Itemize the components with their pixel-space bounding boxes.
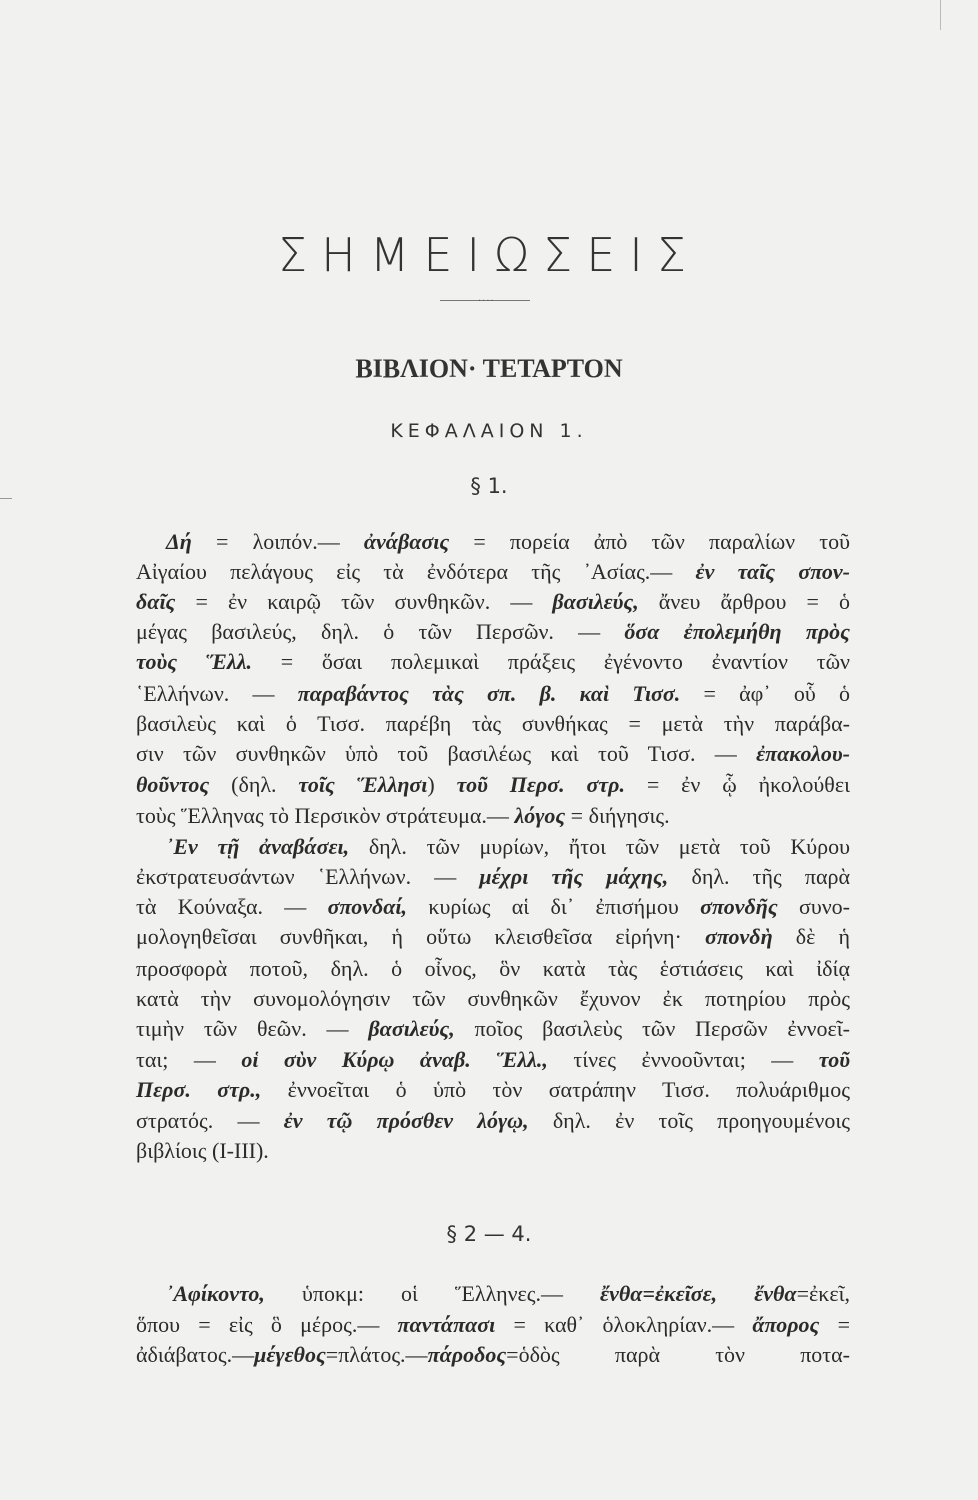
gloss: σιν τῶν συνθηκῶν ὑπὸ τοῦ βασιλέως καὶ τοῦ Τισσ. — (136, 741, 757, 766)
gloss: μολογηθεῖσαι συνθῆκαι, ἡ οὕτω κλεισθεῖσα εἰρήνη· (136, 924, 705, 949)
text-line (136, 955, 850, 983)
gloss: δὲ ἡ (772, 924, 851, 949)
gloss: προσφορὰ ποτοῦ, δηλ. ὁ οἶνος, ὃν κατὰ τὰς ἑστιάσεις καὶ ἰδίᾳ (136, 956, 850, 981)
keyword: τοῦ (818, 1047, 850, 1072)
gloss: δηλ. τῶν μυρίων, ἤτοι τῶν μετὰ τοῦ Κύρου (349, 834, 850, 859)
text-line (136, 558, 850, 586)
gloss: ῾Ελλήνων. — (136, 681, 298, 706)
keyword: τοὺς Ἕλλ. (136, 649, 252, 674)
margin-mark (0, 498, 12, 499)
text-line (166, 1280, 850, 1308)
gloss: ) (427, 772, 457, 797)
text-line (136, 588, 850, 616)
gloss: Αἰγαίου πελάγους εἰς τὰ ἐνδότερα τῆς ᾿Ασίας.— (136, 559, 696, 584)
keyword: Περσ. στρ., (136, 1077, 262, 1102)
gloss: = (819, 1312, 850, 1337)
gloss: συνο- (777, 894, 851, 919)
gloss: = ἐν ᾧ ἠκολούθει (624, 772, 851, 797)
gloss: = διήγησις. (565, 803, 670, 828)
keyword: μέχρι τῆς μάχης, (479, 864, 669, 889)
text-line (136, 771, 850, 799)
gloss: =ὁδὸς παρὰ τὸν ποτα- (506, 1342, 850, 1367)
keyword: θοῦντος (136, 772, 210, 797)
gloss: (δηλ. (209, 772, 299, 797)
gloss: δηλ. τῆς παρὰ (668, 864, 851, 889)
keyword: ἄπορος (752, 1312, 820, 1337)
gloss: κατὰ τὴν συνομολόγησιν τῶν συνθηκῶν ἔχυνον ἐκ ποτηρίου πρὸς (136, 986, 850, 1011)
text-line (136, 1311, 850, 1339)
gloss: = ἐν καιρῷ τῶν συνθηκῶν. — (175, 589, 553, 614)
keyword: σπονδῆς (700, 894, 778, 919)
section-heading-2: § 2 — 4. (446, 1222, 532, 1246)
gloss: ὅπου = εἰς ὃ μέρος.— (136, 1312, 398, 1337)
gloss: μέγας βασιλεύς, δηλ. ὁ τῶν Περσῶν. — (136, 619, 625, 644)
keyword: λόγος (514, 803, 566, 828)
text-line (136, 802, 850, 830)
text-line (136, 1046, 850, 1074)
keyword: βασιλεύς, (368, 1016, 455, 1041)
keyword: μέγεθος (254, 1342, 326, 1367)
gloss: ἄνευ ἄρθρου = ὁ (638, 589, 850, 614)
text-line (136, 863, 850, 891)
gloss: τοὺς Ἕλληνας τὸ Περσικὸν στράτευμα.— (136, 803, 515, 828)
keyword: δαῖς (136, 589, 176, 614)
gloss: βιβλίοις (I-III). (136, 1138, 269, 1163)
gloss: ποῖος βασιλεὺς τῶν Περσῶν ἐννοεῖ- (454, 1016, 850, 1041)
keyword: πάροδος (427, 1342, 507, 1367)
keyword: ἐν ταῖς σπον- (695, 559, 850, 584)
gloss: δηλ. ἐν τοῖς προηγουμένοις (528, 1108, 851, 1133)
gloss: = ἀφ᾿ οὗ ὁ (680, 681, 850, 706)
gloss: κυρίως αἱ δι᾿ ἐπισήμου (407, 894, 701, 919)
gloss: =πλάτος.— (325, 1342, 428, 1367)
section-heading-1: § 1. (470, 474, 508, 498)
keyword: Δή (166, 529, 192, 554)
text-line (136, 893, 850, 921)
text-line (136, 710, 850, 738)
text-line (136, 1137, 850, 1165)
gloss: = ὅσαι πολεμικαὶ πράξεις ἐγένοντο ἐναντίον τῶν (251, 649, 851, 674)
gloss: ἐννοεῖται ὁ ὑπὸ τὸν σατράπην Τισσ. πολυάριθμος (261, 1077, 850, 1102)
gloss: ἀδιάβατος.— (136, 1342, 255, 1367)
gloss: ὑποκμ: οἱ Ἕλληνες.— (264, 1281, 601, 1306)
keyword: βασιλεύς, (552, 589, 639, 614)
text-line (136, 1341, 850, 1369)
text-line (136, 740, 850, 768)
gloss: τίνες ἐννοοῦνται; — (547, 1047, 819, 1072)
gloss: = πορεία ἀπὸ τῶν παραλίων τοῦ (449, 529, 850, 554)
keyword: τοῦ Περσ. στρ. (456, 772, 625, 797)
text-line (136, 618, 850, 646)
text-line (166, 833, 850, 861)
gloss: βασιλεὺς καὶ ὁ Τισσ. παρέβη τὰς συνθήκας = μετὰ τὴν παράβα- (136, 711, 850, 736)
text-line (136, 1076, 850, 1104)
keyword: σπονδὴ (704, 924, 773, 949)
gloss: = καθ᾿ ὁλοκληρίαν.— (495, 1312, 753, 1337)
keyword: ᾿Αφίκοντο, (166, 1281, 265, 1306)
gloss: τὰ Κούναξα. — (136, 894, 328, 919)
text-line (136, 1107, 850, 1135)
keyword: παραβάντος τὰς σπ. β. καὶ Τισσ. (297, 681, 681, 706)
text-line (136, 923, 850, 951)
gloss: ται; — (136, 1047, 242, 1072)
gloss: τιμὴν τῶν θεῶν. — (136, 1016, 369, 1041)
book-heading: ΒΙΒΛΙΟΝ· ΤΕΤΑΡΤΟΝ (355, 354, 623, 383)
scan-mark (940, 0, 941, 30)
keyword: οἱ σὺν Κύρῳ ἀναβ. Ἕλλ., (241, 1047, 548, 1072)
gloss: =ἐκεῖ, (796, 1281, 850, 1306)
page-title: ΣΗΜΕΙΩΣΕΙΣ (278, 228, 700, 282)
keyword: ᾿Εν τῇ ἀναβάσει, (166, 834, 350, 859)
text-line (166, 528, 850, 556)
text-line (136, 1015, 850, 1043)
text-line (136, 648, 850, 676)
keyword: ἐν τῷ πρόσθεν λόγῳ, (283, 1108, 529, 1133)
gloss: ἐκστρατευσάντων ῾Ελλήνων. — (136, 864, 480, 889)
keyword: ὅσα ἐπολεμήθη πρὸς (624, 619, 850, 644)
keyword: τοῖς Ἕλλησι (298, 772, 428, 797)
text-line (136, 985, 850, 1013)
gloss: = λοιπόν.— (191, 529, 364, 554)
text-line (136, 680, 850, 708)
keyword: σπονδαί, (327, 894, 408, 919)
keyword: ἔνθα=ἐκεῖσε, ἔνθα (600, 1281, 797, 1306)
keyword: παντάπασι (397, 1312, 496, 1337)
chapter-heading: ΚΕΦΑΛΑΙΟΝ 1. (390, 420, 588, 442)
keyword: ἐπακολου- (756, 741, 850, 766)
title-ornament: .... (478, 293, 495, 304)
keyword: ἀνάβασις (363, 529, 450, 554)
gloss: στρατός. — (136, 1108, 284, 1133)
